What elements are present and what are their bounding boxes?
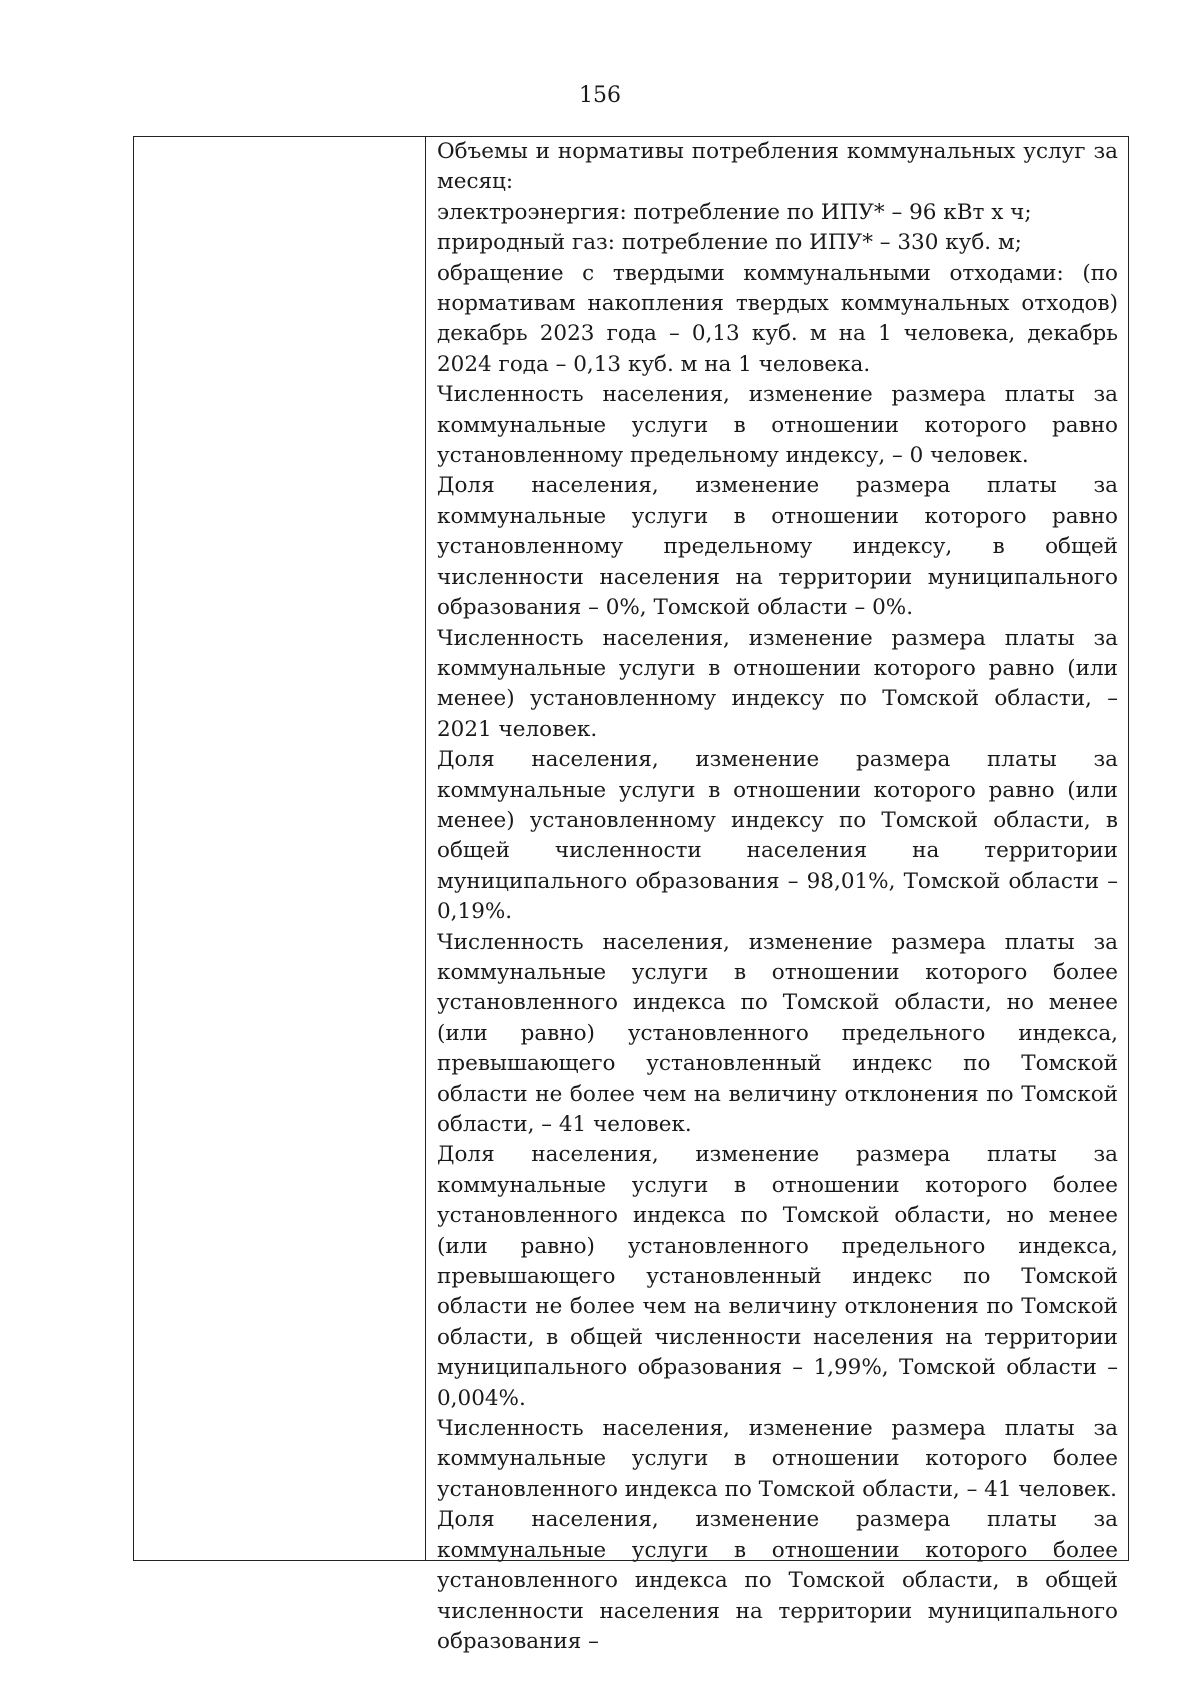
paragraph-population-within-deviation: Численность населения, изменение размера платы за коммунальные услуги в отношении которого более установленного индекса по Томской области, но менее (или равно) установленного предельного индекса, превышающего установленный индекс по Томской области не более чем на величину отклонения по Томской области, – 41 человек. [437, 929, 1118, 1137]
paragraph-share-equal-limit: Доля населения, изменение размера платы за коммунальные услуги в отношении которого равно установленному предельному индексу, в общей численности населения на территории муниципального образования – 0%, Томской области – 0%. [437, 473, 1118, 621]
table-cell-empty [134, 137, 426, 1560]
table-cell-text [426, 137, 1128, 1654]
page-number: 156 [579, 83, 621, 108]
paragraph-population-below-index: Численность населения, изменение размера платы за коммунальные услуги в отношении которого равно (или менее) установленному индексу по Томской области, – 2021 человек. [437, 625, 1118, 742]
paragraph-electricity: электроэнергия: потребление по ИПУ* – 96 кВт х ч; [437, 199, 1032, 225]
paragraph-consumption-header: Объемы и нормативы потребления коммунальных услуг за месяц: [437, 139, 1118, 195]
paragraph-natural-gas: природный газ: потребление по ИПУ* – 330 куб. м; [437, 230, 1022, 256]
paragraph-population-equal-limit: Численность населения, изменение размера платы за коммунальные услуги в отношении которого равно установленному предельному индексу, – 0 человек. [437, 382, 1118, 469]
paragraph-share-below-index: Доля населения, изменение размера платы за коммунальные услуги в отношении которого равно (или менее) установленному индексу по Томской области, в общей численности населения на территории муниципального образования – 98,01%, Томской области – 0,19%. [437, 747, 1118, 925]
paragraph-solid-waste: обращение с твердыми коммунальными отходами: (по нормативам накопления твердых коммунальных отходов) декабрь 2023 года – 0,13 куб. м на 1 человека, декабрь 2024 года – 0,13 куб. м на 1 человека. [437, 260, 1118, 377]
document-table [133, 136, 1129, 1654]
paragraph-population-above-index: Численность населения, изменение размера платы за коммунальные услуги в отношении которого более установленного индекса по Томской области, – 41 человек. [437, 1416, 1118, 1502]
paragraph-share-within-deviation: Доля населения, изменение размера платы за коммунальные услуги в отношении которого более установленного индекса по Томской области, но менее (или равно) установленного предельного индекса, превышающего установленный индекс по Томской области не более чем на величину отклонения по Томской области, в общей численности населения на территории муниципального образования – 1,99%, Томской области – 0,004%. [437, 1142, 1118, 1411]
paragraph-share-above-index: Доля населения, изменение размера платы за коммунальные услуги в отношении которого более установленного индекса по Томской области, в общей численности населения на территории муниципального образования – [437, 1507, 1118, 1654]
